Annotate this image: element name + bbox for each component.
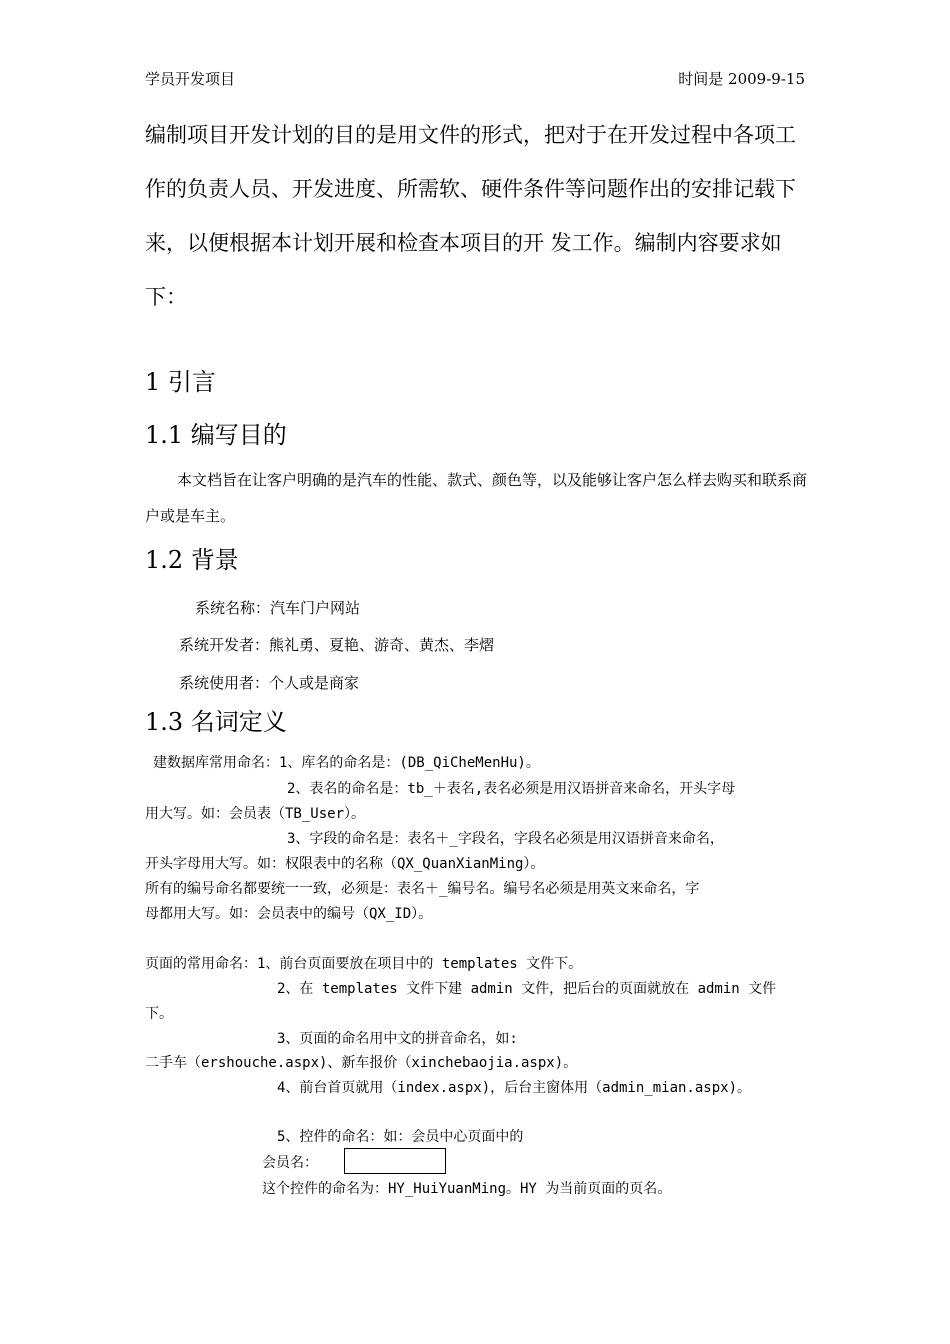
page-naming-5: 5、控件的命名：如：会员中心页面中的 [277,1129,524,1145]
system-developers: 系统开发者：熊礼勇、夏艳、游奇、黄杰、李熠 [179,636,495,654]
page-naming-4: 4、前台首页就用（index.aspx)，后台主窗体用（admin_mian.aspx)。 [277,1080,752,1096]
section-1-3-heading: 1.3 名词定义 [145,708,287,736]
member-name-label: 会员名： [262,1155,318,1171]
db-naming-4a: 所有的编号命名都要统一一致，必须是：表名＋_编号名。编号名必须是用英文来命名，字 [145,881,700,897]
page-naming-2b: 下。 [145,1006,173,1022]
page-naming-1: 页面的常用命名：1、前台页面要放在项目中的 templates 文件下。 [145,956,583,972]
db-naming-1: 建数据库常用命名：1、库名的命名是：(DB_QiCheMenHu)。 [153,755,540,771]
db-naming-3a: 3、字段的命名是：表名＋_字段名，字段名必须是用汉语拼音来命名， [287,831,724,847]
db-naming-2a: 2、表名的命名是：tb_＋表名,表名必须是用汉语拼音来命名，开头字母 [287,781,736,797]
page-naming-2a: 2、在 templates 文件下建 admin 文件，把后台的页面就放在 admin 文件 [277,981,777,997]
section-1-1-heading: 1.1 编写目的 [145,421,287,449]
db-naming-2b: 用大写。如：会员表（TB_User）。 [145,806,366,822]
intro-paragraph: 编制项目开发计划的目的是用文件的形式，把对于在开发过程中各项工作的负责人员、开发进度、所需软、硬件条件等问题作出的安排记载下来，以便根据本计划开展和检查本项目的开 发工作。编制内容要求如下： [145,123,796,309]
db-naming-4b: 母都用大写。如：会员表中的编号（QX_ID）。 [145,906,433,922]
section-1-1-body: 本文档旨在让客户明确的是汽车的性能、款式、颜色等，以及能够让客户怎么样去购买和联系商户或是车主。 [145,471,808,525]
page-naming-5b: 这个控件的命名为：HY_HuiYuanMing。HY 为当前页面的页名。 [262,1181,672,1197]
header-left: 学员开发项目 [145,70,236,88]
member-name-input[interactable] [344,1148,446,1174]
page-naming-3a: 3、页面的命名用中文的拼音命名，如: [277,1031,518,1047]
page-naming-3b: 二手车（ershouche.aspx)、新车报价（xinchebaojia.aspx)。 [145,1055,578,1071]
system-users: 系统使用者：个人或是商家 [179,674,360,692]
system-name: 系统名称：汽车门户网站 [195,599,361,617]
header-right: 时间是 2009-9-15 [678,70,805,88]
section-1-heading: 1 引言 [145,368,216,396]
db-naming-3b: 开头字母用大写。如：权限表中的名称（QX_QuanXianMing）。 [145,856,545,872]
section-1-2-heading: 1.2 背景 [145,546,239,574]
